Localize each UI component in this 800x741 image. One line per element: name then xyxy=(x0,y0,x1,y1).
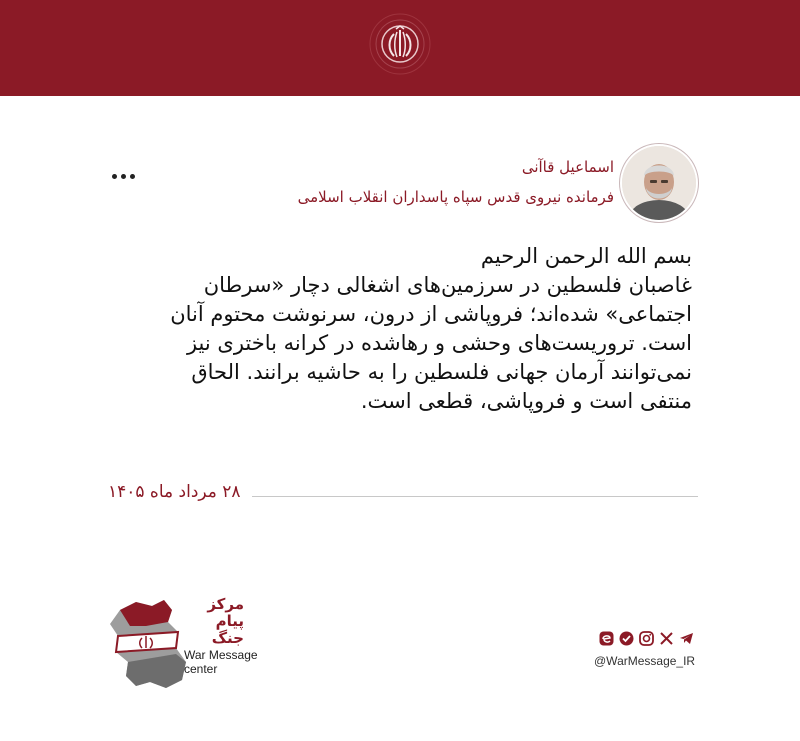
post-line: غاصبان فلسطین در سرزمین‌های اشغالی دچار «سرطان xyxy=(203,273,692,297)
social-links xyxy=(594,628,694,678)
author-name: اسماعیل قاآنی xyxy=(521,158,614,176)
check-icon[interactable] xyxy=(619,631,634,646)
brand-english xyxy=(184,648,274,676)
eitaa-icon[interactable] xyxy=(599,631,614,646)
author-title: فرمانده نیروی قدس سپاه پاسداران انقلاب اسلامی xyxy=(297,188,614,206)
post-line: منتفی است و فروپاشی، قطعی است. xyxy=(360,389,692,413)
iran-map-logo xyxy=(106,596,196,692)
post-date: ۲۸ مرداد ماه ۱۴۰۵ xyxy=(108,482,241,502)
brand-logo xyxy=(106,596,266,694)
brand-title xyxy=(184,596,244,647)
iran-emblem-icon xyxy=(366,10,434,78)
more-dots-icon[interactable] xyxy=(112,168,142,184)
divider xyxy=(252,496,698,497)
author-header xyxy=(297,140,700,230)
top-banner xyxy=(0,0,800,96)
brand-english-line: War Message xyxy=(184,648,258,662)
social-icons-row xyxy=(594,628,694,648)
brand-title-line: مرکز xyxy=(207,595,244,613)
post-line: است. تروریست‌های وحشی و رهاشده در کرانه باختری نیز xyxy=(186,331,692,355)
author-avatar[interactable] xyxy=(622,146,696,220)
post-line: اجتماعی» شده‌اند؛ فروپاشی از درون، سرنوشت محتوم آنان xyxy=(170,302,692,326)
brand-title-line: پیام جنگ xyxy=(211,612,244,647)
social-handle[interactable]: @WarMessage_IR xyxy=(594,654,696,668)
post-date-row xyxy=(102,480,698,510)
post-body xyxy=(102,242,692,416)
x-icon[interactable] xyxy=(659,631,674,646)
telegram-icon[interactable] xyxy=(679,631,694,646)
post-line: بسم الله الرحمن الرحیم xyxy=(480,244,692,268)
brand-english-line: center xyxy=(184,662,218,676)
post-line: نمی‌توانند آرمان جهانی فلسطین را به حاشیه برانند. الحاق xyxy=(191,360,692,384)
instagram-icon[interactable] xyxy=(639,631,654,646)
